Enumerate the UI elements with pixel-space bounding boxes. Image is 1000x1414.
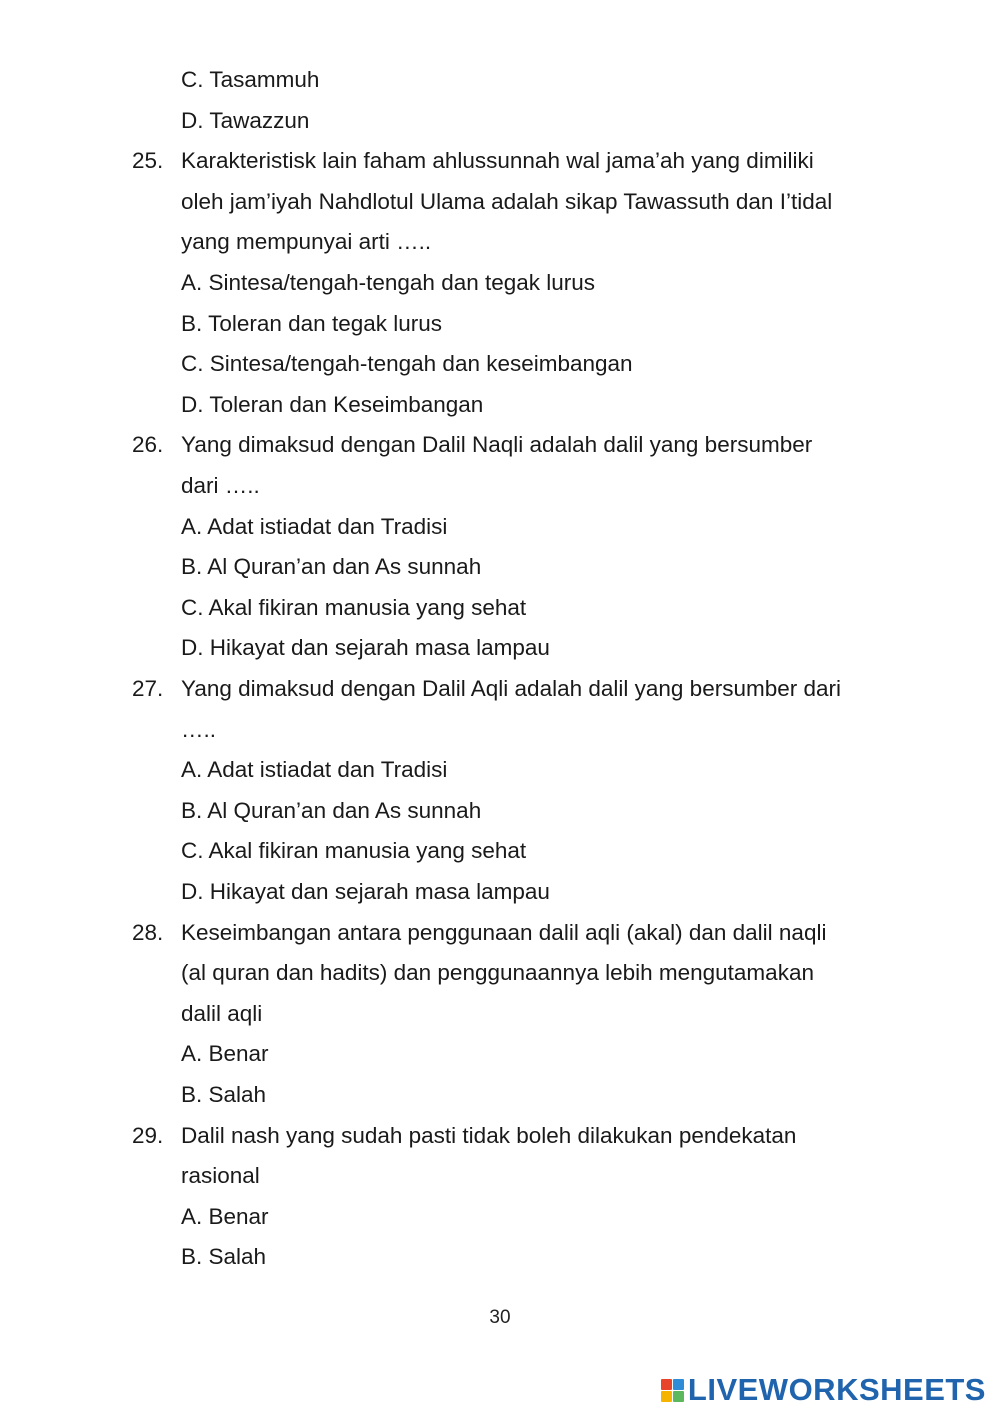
answer-option-text[interactable]: C. Sintesa/tengah-tengah dan keseimbangan	[181, 351, 633, 377]
answer-option-text[interactable]: A. Adat istiadat dan Tradisi	[181, 757, 448, 783]
question-text: …..	[181, 716, 217, 742]
answer-option-text[interactable]: B. Al Quran’an dan As sunnah	[181, 554, 482, 580]
answer-option-text[interactable]: B. Salah	[181, 1244, 267, 1270]
answer-option-text[interactable]: C. Tasammuh	[181, 67, 320, 92]
question-text: Dalil nash yang sudah pasti tidak boleh dilakukan pendekatan	[181, 1122, 797, 1148]
question-text: yang mempunyai arti …..	[181, 229, 432, 255]
answer-option-text[interactable]: C. Akal fikiran manusia yang sehat	[181, 594, 527, 620]
question-text: Keseimbangan antara penggunaan dalil aqli (akal) dan dalil naqli	[181, 919, 827, 945]
question-number: 26.	[132, 432, 164, 458]
answer-option-text[interactable]: B. Salah	[181, 1082, 267, 1107]
answer-option-text[interactable]: D. Hikayat dan sejarah masa lampau	[181, 635, 550, 661]
question-number: 25.	[132, 148, 164, 174]
question-text: oleh jam’iyah Nahdlotul Ulama adalah sikap Tawassuth dan I’tidal	[181, 188, 833, 214]
question-text: rasional	[181, 1163, 260, 1189]
answer-option-text[interactable]: C. Akal fikiran manusia yang sehat	[181, 838, 527, 864]
answer-option-text[interactable]: A. Adat istiadat dan Tradisi	[181, 513, 448, 539]
answer-option-text[interactable]: A. Benar	[181, 1203, 269, 1229]
question-number: 27.	[132, 676, 164, 701]
question-text: dalil aqli	[181, 1000, 263, 1026]
answer-option-text[interactable]: D. Tawazzun	[181, 107, 310, 133]
liveworksheets-logo-icon	[661, 1379, 684, 1402]
liveworksheets-brand[interactable]	[661, 1372, 986, 1408]
question-text: dari …..	[181, 473, 260, 498]
answer-option-text[interactable]: B. Toleran dan tegak lurus	[181, 310, 443, 336]
question-text: Yang dimaksud dengan Dalil Aqli adalah dalil yang bersumber dari	[181, 676, 841, 701]
question-number: 28.	[132, 919, 164, 945]
answer-option-text[interactable]: D. Toleran dan Keseimbangan	[181, 391, 484, 417]
logo-tile	[673, 1379, 684, 1390]
answer-option-text[interactable]: A. Sintesa/tengah-tengah dan tegak lurus	[181, 270, 596, 295]
logo-tile	[661, 1391, 672, 1402]
brand-wordmark: LIVEWORKSHEETS	[687, 1372, 986, 1407]
logo-tile	[673, 1391, 684, 1402]
answer-option-text[interactable]: D. Hikayat dan sejarah masa lampau	[181, 879, 550, 904]
question-number: 29.	[132, 1122, 164, 1148]
logo-tile	[661, 1379, 672, 1390]
question-text: Karakteristisk lain faham ahlussunnah wal jama’ah yang dimiliki	[181, 148, 814, 174]
question-text: (al quran dan hadits) dan penggunaannya lebih mengutamakan	[181, 960, 814, 986]
question-text: Yang dimaksud dengan Dalil Naqli adalah dalil yang bersumber	[181, 432, 813, 458]
answer-option-text[interactable]: A. Benar	[181, 1041, 269, 1067]
page-number: 30	[489, 1307, 511, 1328]
answer-option-text[interactable]: B. Al Quran’an dan As sunnah	[181, 797, 482, 823]
